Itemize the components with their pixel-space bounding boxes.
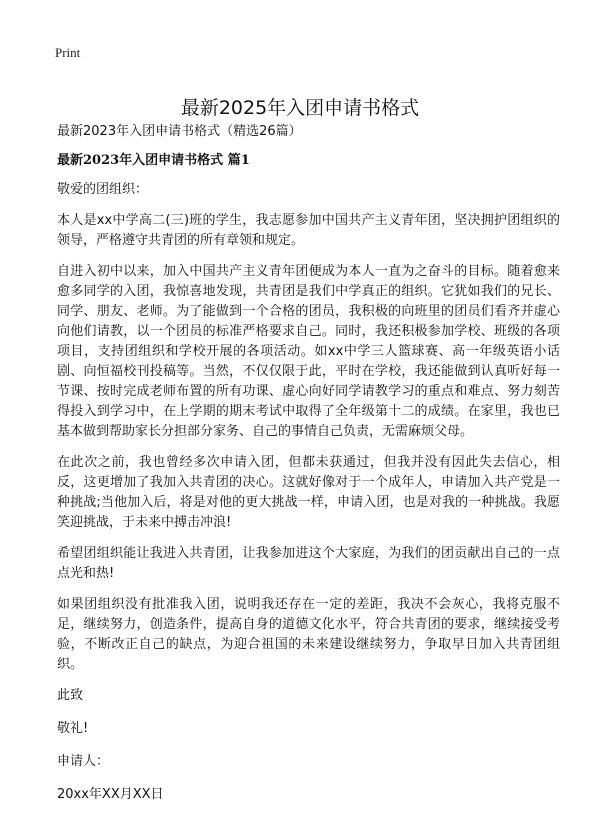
salutation: 敬爱的团组织： bbox=[57, 182, 149, 197]
closing-salute: 敬礼! bbox=[57, 721, 89, 736]
document-body bbox=[57, 122, 560, 805]
print-link[interactable]: Print bbox=[55, 45, 81, 60]
paragraph-3: 在此次之前，我也曾经多次申请入团，但都未获通过，但我并没有因此失去信心，相反，这更增加了我加入共青团的决心。这就好像对于一个成年人，申请加入共产党是一种挑战;当他加入后，将是对他的更大挑战一样，申请入团，也是对我的一种挑战。我愿笑迎挑战，于未来中搏击冲浪! bbox=[57, 455, 560, 530]
paragraph-1: 本人是xx中学高二(三)班的学生，我志愿参加中国共产主义青年团，坚决拥护团组织的领导，严格遵守共青团的所有章领和规定。 bbox=[57, 213, 560, 248]
applicant-label: 申请人： bbox=[57, 754, 110, 769]
paragraph-2: 自进入初中以来，加入中国共产主义青年团便成为本人一直为之奋斗的目标。随着愈来愈多同学的入团，我惊喜地发现，共青团是我们中学真正的组织。它犹如我们的兄长、同学、朋友、老师。为了能做到一个合格的团员，我积极的向班里的团员们看齐并虚心向他们请教，以一个团员的标准严格要求自己。同时，我还积极参加学校、班级的各项项目，支持团组织和学校开展的各项活动。如xx中学三人篮球赛、高一年级英语小话剧、向恒福校刊投稿等。当然，不仅仅限于此，平时在学校，我还能做到认真听好每一节课、按时完成老师布置的所有功课、虚心向好同学请教学习的重点和难点、努力刻苦得投入到学习中，在上学期的期末考试中取得了全年级第十二的成绩。在家里，我也已基本做到帮助家长分担部分家务、自己的事情自己负责，无需麻烦父母。 bbox=[57, 264, 560, 439]
paragraph-4: 希望团组织能让我进入共青团，让我参加进这个大家庭，为我们的团贡献出自己的一点点光和热! bbox=[57, 546, 560, 581]
subtitle: 最新2023年入团申请书格式（精选26篇） bbox=[57, 124, 302, 139]
closing-regards: 此致 bbox=[57, 688, 84, 703]
page-title: 最新2025年入团申请书格式 bbox=[180, 96, 420, 119]
date-line: 20xx年XX月XX日 bbox=[57, 787, 164, 802]
section-heading: 最新2023年入团申请书格式 篇1 bbox=[57, 153, 250, 168]
paragraph-5: 如果团组织没有批准我入团，说明我还存在一定的差距，我决不会灰心，我将克服不足，继续努力，创造条件，提高自身的道德文化水平，符合共青团的要求，继续接受考验，不断改正自己的缺点，为迎合祖国的未来建设继续努力，争取早日加入共青团组织。 bbox=[57, 597, 560, 672]
